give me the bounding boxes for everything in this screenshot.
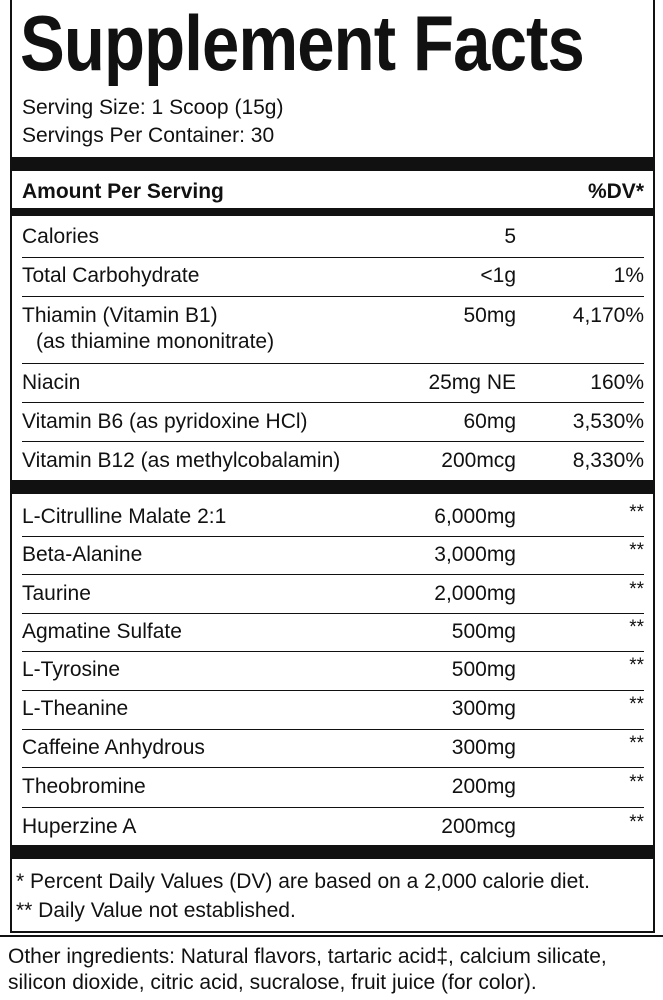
not-established-footnote: ** Daily Value not established. [16,899,296,922]
nutrient-form: (as thiamine mononitrate) [36,330,275,353]
dv-header-label: %DV* [587,180,644,203]
row-rule [22,767,644,768]
nutrient-name: Vitamin B12 (as methylcobalamin) [22,449,341,472]
ingredient-dv: ** [629,694,644,715]
ingredient-dv: ** [629,772,644,793]
ingredient-name: L-Tyrosine [22,658,121,681]
ingredient-amount: 300mg [451,736,516,759]
nutrient-amount: 25mg NE [428,371,516,394]
row-rule [22,536,644,537]
other-ingredients: Other ingredients: Natural flavors, tartaric acid‡, calcium silicate, silicon dioxide, citric acid, sucralose, fruit juice (for color). [8,945,607,994]
ingredient-name: Taurine [22,582,91,605]
ingredient-amount: 2,000mg [434,582,516,605]
nutrient-name: Total Carbohydrate [22,264,200,287]
row-rule [22,257,644,258]
ingredient-name: L-Theanine [22,697,129,720]
panel-title: Supplement Facts [20,0,584,87]
servings-per-container: Servings Per Container: 30 [22,124,275,147]
nutrient-amount: 50mg [463,304,516,327]
ingredient-dv: ** [629,617,644,638]
nutrient-amount: 5 [504,225,516,248]
amount-per-serving-label: Amount Per Serving [22,180,224,203]
nutrient-name: Niacin [22,371,81,394]
ingredient-amount: 500mg [451,620,516,643]
row-rule [22,441,644,442]
nutrient-dv: 8,330% [572,449,644,472]
ingredient-amount: 3,000mg [434,543,516,566]
serving-size: Serving Size: 1 Scoop (15g) [22,96,284,119]
row-rule [22,690,644,691]
ingredient-name: L-Citrulline Malate 2:1 [22,505,227,528]
ingredient-dv: ** [629,733,644,754]
ingredient-dv: ** [629,579,644,600]
thick-divider [10,157,655,171]
nutrient-amount: <1g [480,264,516,287]
row-rule [22,363,644,364]
nutrient-dv: 160% [590,371,644,394]
nutrient-dv: 4,170% [572,304,644,327]
nutrient-name: Vitamin B6 (as pyridoxine HCl) [22,410,308,433]
nutrient-name: Thiamin (Vitamin B1) [22,304,218,327]
nutrient-dv: 1% [613,264,644,287]
ingredient-name: Huperzine A [22,815,137,838]
ingredient-dv: ** [629,812,644,833]
ingredient-name: Beta-Alanine [22,543,143,566]
ingredient-dv: ** [629,502,644,523]
nutrient-name: Calories [22,225,100,248]
ingredient-amount: 500mg [451,658,516,681]
row-rule [22,729,644,730]
ingredient-amount: 200mg [451,775,516,798]
ingredient-amount: 6,000mg [434,505,516,528]
row-rule [22,574,644,575]
nutrient-amount: 60mg [463,410,516,433]
row-rule [22,613,644,614]
ingredient-name: Caffeine Anhydrous [22,736,205,759]
ingredient-dv: ** [629,655,644,676]
ingredient-name: Agmatine Sulfate [22,620,182,643]
row-rule [22,807,644,808]
thick-divider [10,845,655,859]
ingredient-amount: 300mg [451,697,516,720]
nutrient-dv: 3,530% [572,410,644,433]
thick-divider [10,480,655,494]
dv-footnote: * Percent Daily Values (DV) are based on a 2,000 calorie diet. [16,870,590,893]
panel-bottom-divider [0,935,663,937]
medium-divider [10,208,655,216]
row-rule [22,296,644,297]
ingredient-amount: 200mcg [441,815,516,838]
ingredient-dv: ** [629,540,644,561]
row-rule [22,402,644,403]
ingredient-name: Theobromine [22,775,146,798]
nutrient-amount: 200mcg [441,449,516,472]
row-rule [22,651,644,652]
